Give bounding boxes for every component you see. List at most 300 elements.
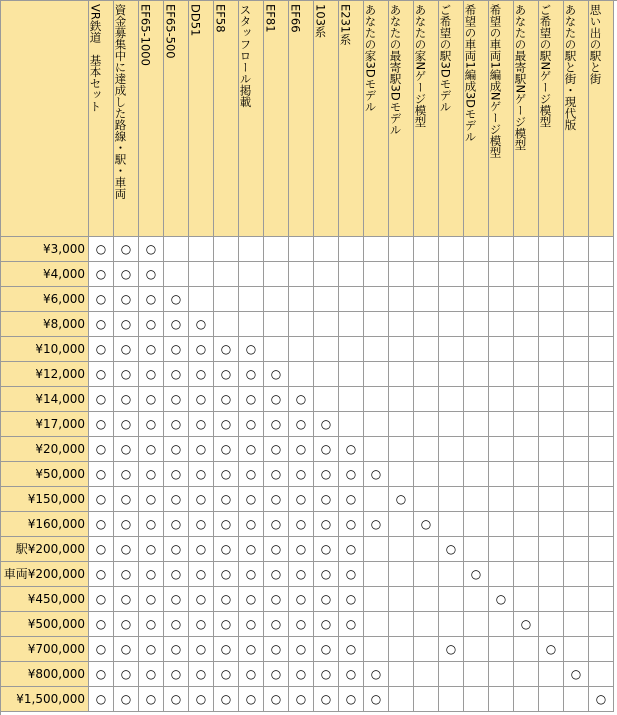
column-header: [264, 0, 289, 237]
empty-cell: [589, 637, 614, 662]
empty-cell: [514, 237, 539, 262]
included-mark: ○: [164, 687, 189, 712]
included-mark: ○: [264, 537, 289, 562]
included-mark: ○: [239, 462, 264, 487]
empty-cell: [189, 287, 214, 312]
column-header: [489, 0, 514, 237]
empty-cell: [564, 337, 589, 362]
empty-cell: [414, 562, 439, 587]
included-mark: ○: [264, 487, 289, 512]
included-mark: ○: [564, 662, 589, 687]
empty-cell: [439, 262, 464, 287]
included-mark: ○: [89, 562, 114, 587]
empty-cell: [339, 387, 364, 412]
included-mark: ○: [189, 387, 214, 412]
included-mark: ○: [164, 337, 189, 362]
empty-cell: [414, 287, 439, 312]
empty-cell: [564, 237, 589, 262]
empty-cell: [564, 387, 589, 412]
empty-cell: [414, 387, 439, 412]
included-mark: ○: [339, 462, 364, 487]
empty-cell: [389, 462, 414, 487]
empty-cell: [514, 262, 539, 287]
empty-cell: [489, 287, 514, 312]
empty-cell: [439, 387, 464, 412]
column-header-label: EF65-1000: [138, 4, 153, 66]
included-mark: ○: [239, 687, 264, 712]
empty-cell: [464, 537, 489, 562]
empty-cell: [439, 362, 464, 387]
empty-cell: [489, 262, 514, 287]
included-mark: ○: [89, 362, 114, 387]
empty-cell: [364, 387, 389, 412]
included-mark: ○: [314, 437, 339, 462]
included-mark: ○: [239, 437, 264, 462]
included-mark: ○: [289, 487, 314, 512]
empty-cell: [589, 287, 614, 312]
empty-cell: [489, 612, 514, 637]
included-mark: ○: [214, 537, 239, 562]
included-mark: ○: [339, 512, 364, 537]
empty-cell: [514, 537, 539, 562]
empty-cell: [539, 587, 564, 612]
empty-cell: [264, 312, 289, 337]
column-header-label: ご希望の駅3Dモデル: [438, 4, 453, 113]
empty-cell: [439, 237, 464, 262]
empty-cell: [564, 412, 589, 437]
empty-cell: [389, 237, 414, 262]
empty-cell: [564, 312, 589, 337]
empty-cell: [564, 512, 589, 537]
column-header-label: あなたの家Nゲージ模型: [413, 4, 428, 128]
included-mark: ○: [139, 637, 164, 662]
included-mark: ○: [189, 662, 214, 687]
empty-cell: [514, 437, 539, 462]
included-mark: ○: [339, 662, 364, 687]
column-header: [89, 0, 114, 237]
included-mark: ○: [239, 512, 264, 537]
included-mark: ○: [214, 662, 239, 687]
included-mark: ○: [339, 562, 364, 587]
empty-cell: [414, 637, 439, 662]
empty-cell: [464, 262, 489, 287]
included-mark: ○: [214, 562, 239, 587]
column-header-label: あなたの最寄駅3Dモデル: [388, 4, 403, 136]
included-mark: ○: [314, 412, 339, 437]
empty-cell: [539, 337, 564, 362]
empty-cell: [539, 387, 564, 412]
empty-cell: [589, 587, 614, 612]
empty-cell: [514, 487, 539, 512]
included-mark: ○: [264, 412, 289, 437]
column-header-label: 思い出の駅と街: [588, 4, 603, 85]
empty-cell: [314, 262, 339, 287]
empty-cell: [439, 337, 464, 362]
included-mark: ○: [239, 412, 264, 437]
empty-cell: [489, 512, 514, 537]
included-mark: ○: [589, 687, 614, 712]
included-mark: ○: [339, 587, 364, 612]
empty-cell: [414, 587, 439, 612]
included-mark: ○: [189, 412, 214, 437]
column-header: [514, 0, 539, 237]
empty-cell: [464, 587, 489, 612]
column-header-label: 資金募集中に達成した路線・駅・車両: [113, 4, 128, 200]
empty-cell: [339, 312, 364, 337]
included-mark: ○: [164, 512, 189, 537]
included-mark: ○: [164, 562, 189, 587]
empty-cell: [414, 262, 439, 287]
included-mark: ○: [314, 512, 339, 537]
empty-cell: [514, 312, 539, 337]
empty-cell: [364, 612, 389, 637]
empty-cell: [364, 637, 389, 662]
empty-cell: [314, 237, 339, 262]
included-mark: ○: [189, 437, 214, 462]
included-mark: ○: [189, 687, 214, 712]
included-mark: ○: [289, 512, 314, 537]
empty-cell: [589, 462, 614, 487]
empty-cell: [589, 237, 614, 262]
included-mark: ○: [489, 587, 514, 612]
empty-cell: [539, 287, 564, 312]
empty-cell: [539, 562, 564, 587]
row-header: ¥800,000: [0, 662, 89, 687]
included-mark: ○: [239, 487, 264, 512]
empty-cell: [539, 462, 564, 487]
empty-cell: [589, 437, 614, 462]
empty-cell: [389, 687, 414, 712]
empty-cell: [439, 687, 464, 712]
included-mark: ○: [189, 462, 214, 487]
included-mark: ○: [289, 612, 314, 637]
empty-cell: [289, 362, 314, 387]
included-mark: ○: [214, 512, 239, 537]
included-mark: ○: [264, 662, 289, 687]
column-header-label: DD51: [188, 4, 203, 37]
included-mark: ○: [189, 537, 214, 562]
empty-cell: [464, 287, 489, 312]
included-mark: ○: [314, 462, 339, 487]
included-mark: ○: [339, 612, 364, 637]
included-mark: ○: [139, 237, 164, 262]
empty-cell: [539, 362, 564, 387]
empty-cell: [539, 312, 564, 337]
included-mark: ○: [139, 387, 164, 412]
included-mark: ○: [89, 662, 114, 687]
empty-cell: [539, 512, 564, 537]
empty-cell: [339, 337, 364, 362]
row-header: ¥160,000: [0, 512, 89, 537]
empty-cell: [389, 612, 414, 637]
included-mark: ○: [89, 537, 114, 562]
included-mark: ○: [114, 487, 139, 512]
empty-cell: [339, 262, 364, 287]
row-header: ¥50,000: [0, 462, 89, 487]
empty-cell: [189, 262, 214, 287]
included-mark: ○: [139, 362, 164, 387]
empty-cell: [389, 587, 414, 612]
included-mark: ○: [364, 687, 389, 712]
empty-cell: [489, 462, 514, 487]
column-header-label: EF66: [288, 4, 303, 33]
empty-cell: [564, 562, 589, 587]
empty-cell: [539, 262, 564, 287]
included-mark: ○: [89, 637, 114, 662]
included-mark: ○: [114, 362, 139, 387]
empty-cell: [564, 637, 589, 662]
empty-cell: [414, 687, 439, 712]
included-mark: ○: [89, 587, 114, 612]
empty-cell: [539, 687, 564, 712]
row-header: ¥500,000: [0, 612, 89, 637]
empty-cell: [264, 237, 289, 262]
empty-cell: [439, 662, 464, 687]
included-mark: ○: [139, 337, 164, 362]
included-mark: ○: [264, 637, 289, 662]
included-mark: ○: [139, 687, 164, 712]
column-header-label: E231系: [338, 4, 353, 45]
column-header: [564, 0, 589, 237]
empty-cell: [239, 237, 264, 262]
empty-cell: [389, 512, 414, 537]
empty-cell: [414, 437, 439, 462]
included-mark: ○: [89, 437, 114, 462]
column-header-label: 希望の車両1編成Nゲージ模型: [488, 4, 503, 158]
column-header-label: 希望の車両1編成3Dモデル: [463, 4, 478, 143]
empty-cell: [414, 487, 439, 512]
included-mark: ○: [289, 662, 314, 687]
empty-cell: [389, 537, 414, 562]
empty-cell: [164, 262, 189, 287]
empty-cell: [189, 237, 214, 262]
row-header: ¥700,000: [0, 637, 89, 662]
empty-cell: [464, 687, 489, 712]
included-mark: ○: [214, 587, 239, 612]
included-mark: ○: [89, 612, 114, 637]
empty-cell: [364, 587, 389, 612]
empty-cell: [339, 412, 364, 437]
empty-cell: [464, 512, 489, 537]
included-mark: ○: [214, 687, 239, 712]
empty-cell: [289, 237, 314, 262]
included-mark: ○: [314, 662, 339, 687]
empty-cell: [489, 412, 514, 437]
included-mark: ○: [114, 312, 139, 337]
included-mark: ○: [339, 537, 364, 562]
included-mark: ○: [189, 362, 214, 387]
empty-cell: [414, 237, 439, 262]
included-mark: ○: [364, 512, 389, 537]
empty-cell: [489, 312, 514, 337]
empty-cell: [539, 662, 564, 687]
included-mark: ○: [114, 437, 139, 462]
included-mark: ○: [89, 412, 114, 437]
empty-cell: [589, 512, 614, 537]
included-mark: ○: [114, 662, 139, 687]
empty-cell: [364, 362, 389, 387]
empty-cell: [414, 412, 439, 437]
included-mark: ○: [364, 462, 389, 487]
included-mark: ○: [289, 412, 314, 437]
included-mark: ○: [89, 262, 114, 287]
included-mark: ○: [164, 662, 189, 687]
included-mark: ○: [239, 612, 264, 637]
included-mark: ○: [539, 637, 564, 662]
included-mark: ○: [314, 687, 339, 712]
column-header: [389, 0, 414, 237]
empty-cell: [539, 237, 564, 262]
included-mark: ○: [164, 537, 189, 562]
empty-cell: [514, 287, 539, 312]
empty-cell: [389, 337, 414, 362]
empty-cell: [289, 312, 314, 337]
empty-cell: [389, 662, 414, 687]
column-header: [589, 0, 614, 237]
included-mark: ○: [189, 637, 214, 662]
included-mark: ○: [264, 462, 289, 487]
included-mark: ○: [239, 387, 264, 412]
included-mark: ○: [139, 437, 164, 462]
included-mark: ○: [164, 362, 189, 387]
empty-cell: [514, 462, 539, 487]
included-mark: ○: [214, 412, 239, 437]
included-mark: ○: [139, 462, 164, 487]
empty-cell: [364, 262, 389, 287]
column-header: [114, 0, 139, 237]
column-header-label: ご希望の駅Nゲージ模型: [538, 4, 553, 128]
empty-cell: [364, 412, 389, 437]
column-header: [239, 0, 264, 237]
row-header: ¥6,000: [0, 287, 89, 312]
empty-cell: [439, 287, 464, 312]
included-mark: ○: [164, 387, 189, 412]
empty-cell: [214, 287, 239, 312]
included-mark: ○: [339, 437, 364, 462]
empty-cell: [514, 412, 539, 437]
included-mark: ○: [114, 337, 139, 362]
included-mark: ○: [264, 512, 289, 537]
empty-cell: [489, 337, 514, 362]
included-mark: ○: [114, 262, 139, 287]
included-mark: ○: [189, 612, 214, 637]
included-mark: ○: [364, 662, 389, 687]
empty-cell: [264, 262, 289, 287]
included-mark: ○: [164, 412, 189, 437]
empty-cell: [339, 287, 364, 312]
empty-cell: [489, 687, 514, 712]
empty-cell: [489, 537, 514, 562]
empty-cell: [464, 487, 489, 512]
empty-cell: [414, 612, 439, 637]
empty-cell: [439, 412, 464, 437]
empty-cell: [239, 262, 264, 287]
empty-cell: [564, 362, 589, 387]
column-header: [439, 0, 464, 237]
included-mark: ○: [189, 587, 214, 612]
empty-cell: [389, 262, 414, 287]
empty-cell: [439, 587, 464, 612]
included-mark: ○: [139, 412, 164, 437]
included-mark: ○: [189, 512, 214, 537]
included-mark: ○: [289, 562, 314, 587]
empty-cell: [514, 362, 539, 387]
included-mark: ○: [139, 512, 164, 537]
column-header-label: EF81: [263, 4, 278, 33]
included-mark: ○: [139, 312, 164, 337]
empty-cell: [264, 287, 289, 312]
empty-cell: [414, 537, 439, 562]
empty-cell: [389, 562, 414, 587]
included-mark: ○: [264, 362, 289, 387]
included-mark: ○: [139, 287, 164, 312]
included-mark: ○: [164, 437, 189, 462]
column-header-label: あなたの駅と街・現代版: [563, 4, 578, 131]
included-mark: ○: [114, 387, 139, 412]
included-mark: ○: [239, 537, 264, 562]
empty-cell: [289, 287, 314, 312]
included-mark: ○: [239, 562, 264, 587]
column-header: [164, 0, 189, 237]
empty-cell: [464, 437, 489, 462]
empty-cell: [439, 487, 464, 512]
empty-cell: [214, 237, 239, 262]
empty-cell: [439, 312, 464, 337]
empty-cell: [464, 237, 489, 262]
empty-cell: [489, 437, 514, 462]
empty-cell: [464, 612, 489, 637]
empty-cell: [514, 337, 539, 362]
empty-cell: [489, 362, 514, 387]
empty-cell: [339, 362, 364, 387]
row-header: ¥4,000: [0, 262, 89, 287]
included-mark: ○: [339, 687, 364, 712]
empty-cell: [414, 312, 439, 337]
included-mark: ○: [314, 612, 339, 637]
empty-cell: [489, 237, 514, 262]
empty-cell: [464, 637, 489, 662]
included-mark: ○: [314, 562, 339, 587]
empty-cell: [589, 387, 614, 412]
included-mark: ○: [89, 287, 114, 312]
included-mark: ○: [139, 562, 164, 587]
included-mark: ○: [214, 612, 239, 637]
included-mark: ○: [214, 387, 239, 412]
row-header: ¥1,500,000: [0, 687, 89, 712]
included-mark: ○: [189, 312, 214, 337]
included-mark: ○: [139, 662, 164, 687]
empty-cell: [564, 437, 589, 462]
included-mark: ○: [239, 637, 264, 662]
included-mark: ○: [89, 337, 114, 362]
included-mark: ○: [289, 637, 314, 662]
included-mark: ○: [264, 387, 289, 412]
included-mark: ○: [89, 237, 114, 262]
column-header: [364, 0, 389, 237]
row-header: ¥20,000: [0, 437, 89, 462]
included-mark: ○: [89, 312, 114, 337]
included-mark: ○: [264, 587, 289, 612]
column-header: [189, 0, 214, 237]
empty-cell: [314, 387, 339, 412]
empty-cell: [264, 337, 289, 362]
included-mark: ○: [239, 337, 264, 362]
empty-cell: [214, 312, 239, 337]
empty-cell: [164, 237, 189, 262]
empty-cell: [364, 562, 389, 587]
included-mark: ○: [114, 237, 139, 262]
column-header: [214, 0, 239, 237]
